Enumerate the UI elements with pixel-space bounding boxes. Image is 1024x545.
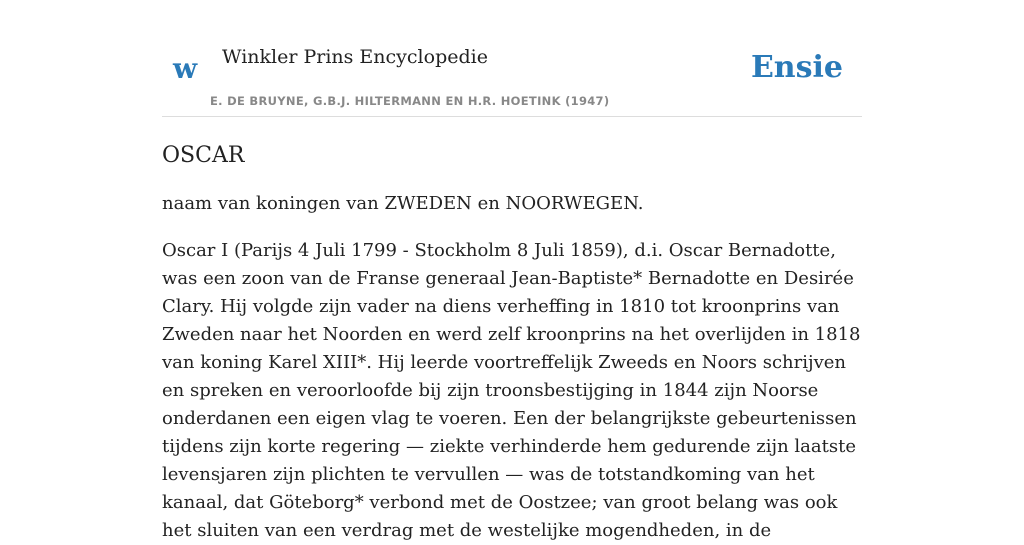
- brand-logo[interactable]: Ensie: [750, 50, 843, 85]
- logo-w-icon[interactable]: w: [173, 52, 198, 85]
- authors: E. DE BRUYNE, G.B.J. HILTERMANN EN H.R. HOETINK (1947): [210, 94, 610, 108]
- entry-title: OSCAR: [162, 143, 245, 168]
- book-title[interactable]: Winkler Prins Encyclopedie: [222, 46, 488, 68]
- page: [162, 0, 862, 545]
- header: [162, 0, 862, 117]
- paragraph: naam van koningen van ZWEDEN en NOORWEGEN.: [162, 193, 644, 214]
- paragraph: Oscar I (Parijs 4 Juli 1799 - Stockholm 8 Juli 1859), d.i. Oscar Bernadotte, was een zoon van de Franse generaal Jean-Baptiste* Bernadotte en Desirée Clary. Hij volgde zijn vader na diens verheffing in 1810 tot kroonprins van Zweden naar het Noorden en werd zelf kroonprins na het overlijden in 1818 van koning Karel XIII*. Hij leerde voortreffelijk Zweeds en Noors schrijven en spreken en veroorloofde bij zijn troonsbestijging in 1844 zijn Noorse onderdanen een eigen vlag te voeren. Een der belangrijkste gebeurtenissen tijdens zijn korte regering — ziekte verhinderde hem gedurende zijn laatste levensjaren zijn plichten te vervullen — was de totstandkoming van het kanaal, dat Göteborg* verbond met de Oostzee; van groot belang was ook het sluiten van een verdrag met de westelijke mogendheden, in de: [162, 240, 861, 541]
